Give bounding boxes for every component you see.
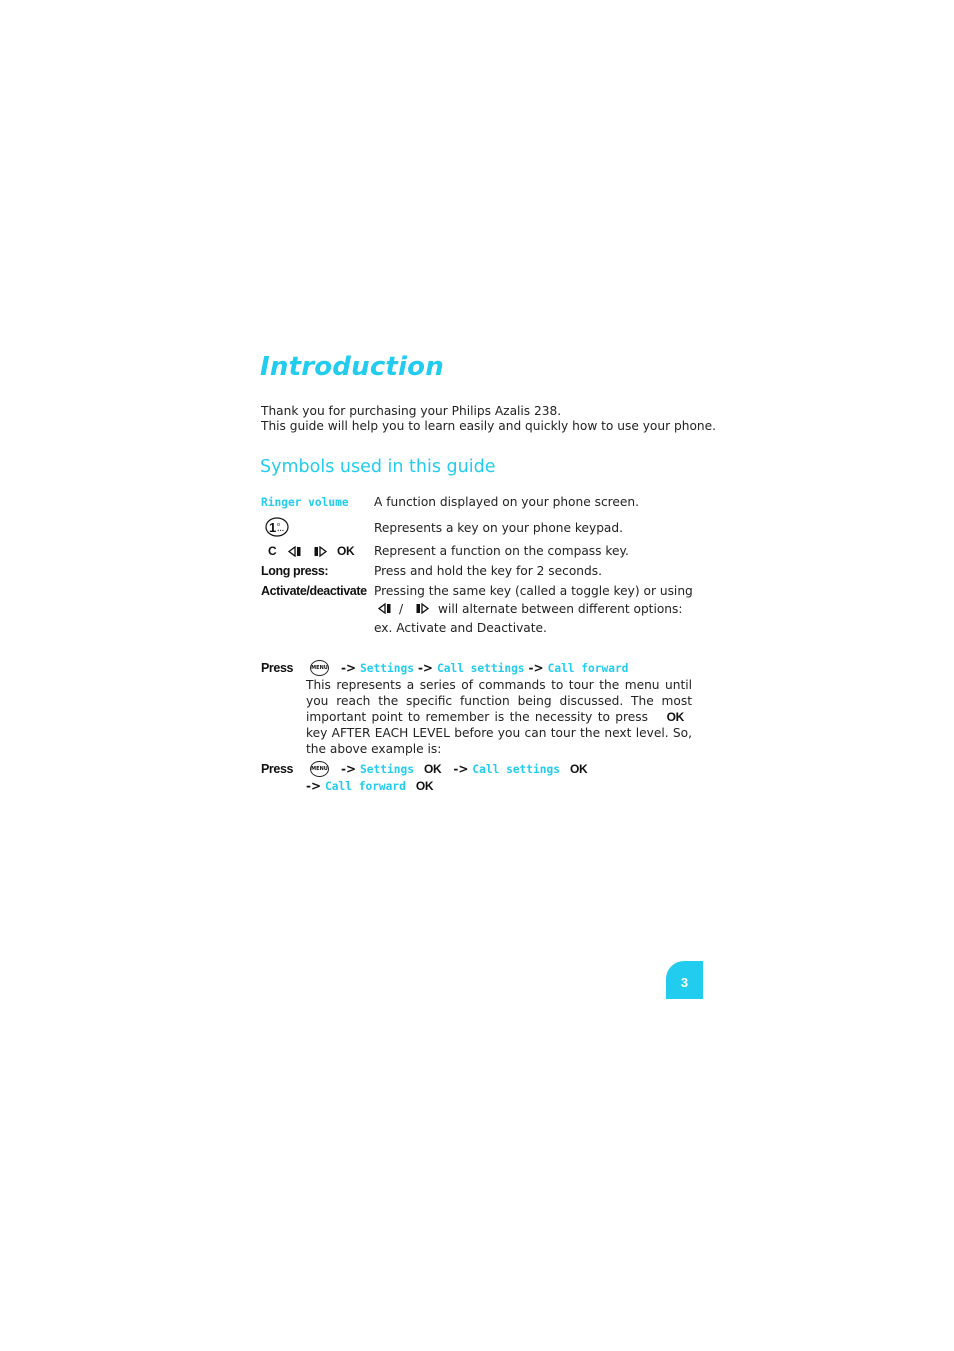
page-title: Introduction (260, 352, 444, 382)
call-settings-term: Call settings (436, 661, 525, 675)
arrow: -> (341, 661, 357, 675)
right-arrow-key-icon (415, 603, 429, 614)
arrow: -> (306, 779, 322, 793)
call-forward-term: Call forward (325, 779, 406, 793)
arrow: -> (528, 661, 544, 675)
intro-line-1: Thank you for purchasing your Philips Azalis 238. (261, 404, 562, 418)
settings-term: Settings (360, 661, 414, 675)
call-settings-term: Call settings (472, 762, 560, 776)
explanation-paragraph (306, 677, 692, 757)
explanation-post: key AFTER EACH LEVEL before you can tour the next level. So, the above example is: (306, 726, 692, 756)
ok-key-icon: OK (569, 762, 588, 776)
section-heading: Symbols used in this guide (260, 457, 496, 477)
activate-desc-1: Pressing the same key (called a toggle key) or using (374, 584, 693, 598)
long-press-desc: Press and hold the key for 2 seconds. (374, 564, 602, 578)
left-arrow-key-icon (288, 546, 313, 557)
menu-path-row (310, 660, 628, 676)
arrow: -> (417, 661, 433, 675)
menu-path-row-ok (310, 761, 587, 777)
compass-desc: Represent a function on the compass key. (374, 544, 629, 558)
activate-desc-2: will alternate between different options: (438, 602, 683, 616)
ringer-volume-term: Ringer volume (261, 496, 349, 509)
arrow: -> (341, 762, 357, 776)
c-key-icon: C (268, 544, 277, 558)
intro-line-2: This guide will help you to learn easily and quickly how to use your phone. (261, 419, 717, 433)
compass-keys-row (268, 544, 354, 558)
keypad-1-key-icon (265, 517, 289, 537)
call-forward-term: Call forward (547, 661, 629, 675)
menu-key-icon: MENU (310, 660, 329, 676)
svg-text:•••: ••• (277, 528, 285, 533)
ok-key-icon: OK (337, 544, 355, 558)
activate-desc-3: ex. Activate and Deactivate. (374, 621, 547, 635)
activate-label: Activate/deactivate (261, 584, 367, 598)
menu-path-row-2 (306, 779, 433, 793)
left-arrow-key-icon (378, 603, 392, 614)
right-arrow-key-icon (313, 546, 337, 557)
page-number-tab: 3 (666, 961, 703, 999)
ok-key-icon: OK (415, 779, 434, 793)
svg-text:1: 1 (269, 520, 277, 535)
long-press-label: Long press: (261, 564, 329, 578)
ok-key-icon: OK (666, 710, 684, 724)
svg-text:o: o (277, 522, 281, 528)
activate-slash: / (399, 602, 404, 616)
press-label: Press (261, 661, 294, 675)
press-label: Press (261, 762, 294, 776)
arrow: -> (453, 762, 469, 776)
ringer-volume-desc: A function displayed on your phone screen. (374, 495, 639, 509)
explanation-pre: This represents a series of commands to tour the menu until you reach the specific function being discussed. The most important point to remember is the necessity to press (306, 678, 692, 724)
menu-key-icon: MENU (310, 761, 329, 777)
ok-key-icon: OK (423, 762, 442, 776)
keypad-desc: Represents a key on your phone keypad. (374, 521, 624, 535)
settings-term: Settings (360, 762, 414, 776)
